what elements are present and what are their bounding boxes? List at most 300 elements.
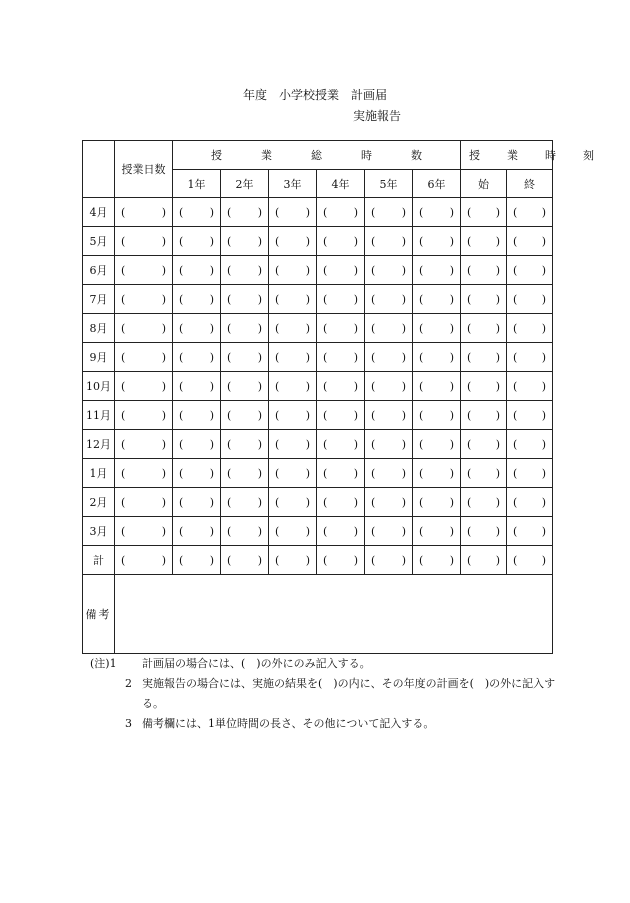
entry-cell[interactable] [365,372,413,401]
entry-cell[interactable] [317,488,365,517]
paren-pair [115,467,172,480]
paren-pair [365,525,412,538]
paren-close: ) [353,292,358,306]
entry-cell[interactable] [413,488,461,517]
paren-close: ) [161,350,166,364]
entry-cell[interactable] [269,401,317,430]
entry-cell[interactable] [365,343,413,372]
paren-close: ) [541,379,546,393]
paren-close: ) [353,466,358,480]
paren-open: ( [371,350,376,364]
paren-pair [269,264,316,277]
entry-cell[interactable] [507,401,553,430]
entry-cell[interactable] [115,343,173,372]
paren-close: ) [257,466,262,480]
paren-open: ( [467,321,472,335]
entry-cell[interactable] [221,256,269,285]
entry-cell[interactable] [317,372,365,401]
paren-close: ) [449,321,454,335]
entry-cell[interactable] [461,459,507,488]
paren-open: ( [227,234,232,248]
paren-open: ( [467,466,472,480]
paren-open: ( [179,466,184,480]
row-label: 6月 [83,256,115,285]
entry-cell[interactable] [221,430,269,459]
entry-cell[interactable] [317,314,365,343]
entry-cell[interactable] [269,488,317,517]
paren-open: ( [419,263,424,277]
table-row [83,314,553,343]
paren-pair [115,380,172,393]
paren-pair [173,264,220,277]
paren-close: ) [495,466,500,480]
paren-pair [115,554,172,567]
entry-cell[interactable] [221,546,269,575]
row-label: 計 [83,546,115,575]
entry-cell[interactable] [115,546,173,575]
paren-pair [461,264,506,277]
entry-cell[interactable] [221,227,269,256]
paren-open: ( [419,379,424,393]
row-label: 1月 [83,459,115,488]
paren-pair [461,554,506,567]
entry-cell[interactable] [221,488,269,517]
paren-close: ) [353,379,358,393]
header-grade-5: 5年 [365,170,413,198]
paren-open: ( [227,553,232,567]
paren-pair [365,554,412,567]
paren-open: ( [275,495,280,509]
paren-open: ( [419,466,424,480]
entry-cell[interactable] [461,372,507,401]
paren-pair [507,496,552,509]
paren-pair [461,496,506,509]
paren-open: ( [121,350,126,364]
entry-cell[interactable] [365,227,413,256]
entry-cell[interactable] [507,314,553,343]
note-number: 2 [125,677,132,690]
paren-open: ( [419,553,424,567]
entry-cell[interactable] [507,546,553,575]
entry-cell[interactable] [507,343,553,372]
paren-open: ( [227,408,232,422]
entry-cell[interactable] [413,227,461,256]
paren-open: ( [371,205,376,219]
paren-close: ) [541,553,546,567]
paren-pair [507,380,552,393]
paren-open: ( [275,234,280,248]
entry-cell[interactable] [317,401,365,430]
entry-cell[interactable] [115,256,173,285]
paren-close: ) [401,466,406,480]
paren-close: ) [209,466,214,480]
entry-cell[interactable] [507,198,553,227]
entry-cell[interactable] [365,256,413,285]
paren-pair [115,525,172,538]
entry-cell[interactable] [115,227,173,256]
entry-cell[interactable] [317,227,365,256]
paren-close: ) [305,292,310,306]
paren-close: ) [305,524,310,538]
paren-close: ) [209,553,214,567]
paren-open: ( [227,437,232,451]
table-row [83,459,553,488]
entry-cell[interactable] [507,488,553,517]
paren-open: ( [513,437,518,451]
paren-open: ( [275,263,280,277]
paren-pair [413,322,460,335]
entry-cell[interactable] [221,372,269,401]
paren-pair [173,351,220,364]
paren-open: ( [323,379,328,393]
paren-open: ( [467,263,472,277]
paren-close: ) [495,205,500,219]
paren-open: ( [513,466,518,480]
entry-cell[interactable] [507,285,553,314]
entry-cell[interactable] [221,198,269,227]
entry-cell[interactable] [365,459,413,488]
paren-pair [221,409,268,422]
entry-cell[interactable] [413,343,461,372]
paren-pair [115,293,172,306]
entry-cell[interactable] [115,198,173,227]
entry-cell[interactable] [317,430,365,459]
paren-open: ( [121,205,126,219]
paren-open: ( [179,553,184,567]
entry-cell[interactable] [115,314,173,343]
schedule-table [82,140,602,654]
paren-close: ) [161,437,166,451]
paren-open: ( [323,350,328,364]
paren-pair [173,554,220,567]
paren-close: ) [257,292,262,306]
paren-close: ) [305,553,310,567]
paren-close: ) [353,408,358,422]
paren-open: ( [467,408,472,422]
entry-cell[interactable] [221,459,269,488]
paren-close: ) [353,205,358,219]
entry-cell[interactable] [317,285,365,314]
entry-cell[interactable] [269,343,317,372]
paren-close: ) [209,321,214,335]
paren-open: ( [323,321,328,335]
paren-open: ( [419,524,424,538]
paren-pair [269,351,316,364]
paren-open: ( [275,408,280,422]
paren-pair [461,467,506,480]
paren-open: ( [323,495,328,509]
paren-open: ( [121,408,126,422]
paren-close: ) [449,292,454,306]
entry-cell[interactable] [461,198,507,227]
header-grade-3: 3年 [269,170,317,198]
entry-cell[interactable] [221,314,269,343]
paren-close: ) [209,524,214,538]
paren-pair [173,467,220,480]
note-number: (注)1 [90,657,117,670]
entry-cell[interactable] [461,256,507,285]
paren-close: ) [353,234,358,248]
entry-cell[interactable] [173,517,221,546]
entry-cell[interactable] [365,517,413,546]
entry-cell[interactable] [413,517,461,546]
entry-cell[interactable] [317,198,365,227]
entry-cell[interactable] [115,430,173,459]
entry-cell[interactable] [173,198,221,227]
entry-cell[interactable] [507,430,553,459]
entry-cell[interactable] [461,285,507,314]
paren-close: ) [209,437,214,451]
entry-cell[interactable] [507,372,553,401]
paren-open: ( [227,292,232,306]
paren-open: ( [275,524,280,538]
paren-pair [461,235,506,248]
paren-pair [317,206,364,219]
paren-pair [269,496,316,509]
entry-cell[interactable] [115,401,173,430]
paren-open: ( [275,292,280,306]
paren-pair [173,496,220,509]
paren-close: ) [449,379,454,393]
entry-cell[interactable] [317,517,365,546]
paren-open: ( [179,292,184,306]
entry-cell[interactable] [115,459,173,488]
table-row [83,430,553,459]
paren-open: ( [227,321,232,335]
paren-close: ) [257,408,262,422]
entry-cell[interactable] [269,198,317,227]
remarks-label: 備考 [83,575,115,654]
paren-open: ( [419,350,424,364]
entry-cell[interactable] [413,459,461,488]
entry-cell[interactable] [413,314,461,343]
paren-open: ( [371,553,376,567]
paren-open: ( [371,292,376,306]
paren-close: ) [305,495,310,509]
entry-cell[interactable] [507,227,553,256]
entry-cell[interactable] [221,343,269,372]
entry-cell[interactable] [115,488,173,517]
paren-pair [365,351,412,364]
entry-cell[interactable] [461,546,507,575]
entry-cell[interactable] [507,256,553,285]
paren-close: ) [257,205,262,219]
paren-close: ) [541,350,546,364]
entry-cell[interactable] [413,198,461,227]
entry-cell[interactable] [461,314,507,343]
paren-pair [507,467,552,480]
entry-cell[interactable] [115,517,173,546]
paren-close: ) [305,379,310,393]
paren-open: ( [419,205,424,219]
entry-cell[interactable] [365,401,413,430]
paren-pair [507,525,552,538]
paren-pair [507,438,552,451]
entry-cell[interactable] [269,517,317,546]
corner-cell [83,141,115,198]
entry-cell[interactable] [413,256,461,285]
paren-close: ) [401,292,406,306]
remarks-cell[interactable] [115,575,553,654]
paren-open: ( [121,263,126,277]
entry-cell[interactable] [461,343,507,372]
note-text: 備考欄には、1単位時間の長さ、その他について記入する。 [142,717,435,730]
paren-open: ( [227,524,232,538]
row-label: 3月 [83,517,115,546]
paren-open: ( [323,263,328,277]
paren-open: ( [419,234,424,248]
entry-cell[interactable] [173,459,221,488]
entry-cell[interactable] [413,430,461,459]
paren-close: ) [495,524,500,538]
paren-pair [413,264,460,277]
entry-cell[interactable] [221,517,269,546]
entry-cell[interactable] [365,488,413,517]
paren-close: ) [401,408,406,422]
paren-pair [221,467,268,480]
paren-close: ) [353,524,358,538]
entry-cell[interactable] [221,401,269,430]
paren-close: ) [161,408,166,422]
note-number: 3 [125,717,132,730]
paren-pair [317,351,364,364]
header-start: 始 [461,170,507,198]
paren-close: ) [161,321,166,335]
entry-cell[interactable] [269,372,317,401]
paren-close: ) [161,263,166,277]
entry-cell[interactable] [365,314,413,343]
paren-pair [461,525,506,538]
entry-cell[interactable] [269,546,317,575]
entry-cell[interactable] [461,227,507,256]
entry-cell[interactable] [173,256,221,285]
entry-cell[interactable] [507,459,553,488]
paren-pair [115,351,172,364]
table-row [83,256,553,285]
entry-cell[interactable] [269,430,317,459]
paren-close: ) [305,321,310,335]
paren-pair [221,293,268,306]
paren-pair [269,467,316,480]
paren-close: ) [449,553,454,567]
entry-cell[interactable] [173,488,221,517]
form-title: 年度 小学校授業 計画届 [243,88,388,102]
paren-pair [365,293,412,306]
entry-cell[interactable] [115,372,173,401]
paren-pair [173,438,220,451]
entry-cell[interactable] [173,343,221,372]
paren-pair [317,438,364,451]
entry-cell[interactable] [173,430,221,459]
paren-pair [365,206,412,219]
entry-cell[interactable] [507,517,553,546]
paren-open: ( [275,350,280,364]
entry-cell[interactable] [461,517,507,546]
paren-close: ) [541,234,546,248]
entry-cell[interactable] [413,285,461,314]
note-item [90,654,560,674]
entry-cell[interactable] [173,401,221,430]
paren-pair [221,525,268,538]
paren-pair [365,264,412,277]
paren-open: ( [419,437,424,451]
entry-cell[interactable] [269,314,317,343]
paren-close: ) [209,263,214,277]
entry-cell[interactable] [173,372,221,401]
paren-close: ) [161,379,166,393]
entry-cell[interactable] [413,546,461,575]
entry-cell[interactable] [461,401,507,430]
table-row [83,488,553,517]
entry-cell[interactable] [317,459,365,488]
entry-cell[interactable] [317,343,365,372]
entry-cell[interactable] [115,285,173,314]
entry-cell[interactable] [173,546,221,575]
paren-close: ) [209,292,214,306]
paren-pair [173,525,220,538]
paren-open: ( [275,466,280,480]
header-days: 授業日数 [115,141,173,198]
paren-close: ) [209,379,214,393]
paren-close: ) [353,495,358,509]
paren-pair [365,380,412,393]
paren-open: ( [121,495,126,509]
entry-cell[interactable] [413,372,461,401]
entry-cell[interactable] [221,285,269,314]
entry-cell[interactable] [317,256,365,285]
entry-cell[interactable] [173,314,221,343]
paren-open: ( [513,379,518,393]
entry-cell[interactable] [173,227,221,256]
paren-close: ) [209,234,214,248]
paren-pair [461,351,506,364]
paren-pair [365,409,412,422]
note-text: 計画届の場合には、( )の外にのみ記入する。 [142,657,371,670]
entry-cell[interactable] [461,488,507,517]
entry-cell[interactable] [269,459,317,488]
paren-open: ( [513,350,518,364]
entry-cell[interactable] [269,285,317,314]
paren-close: ) [449,234,454,248]
entry-cell[interactable] [173,285,221,314]
paren-open: ( [179,495,184,509]
entry-cell[interactable] [365,285,413,314]
notes [90,654,560,734]
paren-open: ( [179,350,184,364]
paren-pair [461,438,506,451]
paren-pair [269,206,316,219]
paren-close: ) [541,524,546,538]
row-label: 9月 [83,343,115,372]
paren-open: ( [419,408,424,422]
entry-cell[interactable] [413,401,461,430]
paren-pair [461,380,506,393]
paren-open: ( [371,408,376,422]
entry-cell[interactable] [317,546,365,575]
entry-cell[interactable] [365,198,413,227]
row-label: 4月 [83,198,115,227]
entry-cell[interactable] [269,227,317,256]
paren-open: ( [121,321,126,335]
table-row [83,198,553,227]
entry-cell[interactable] [365,546,413,575]
table-row [83,372,553,401]
entry-cell[interactable] [365,430,413,459]
paren-pair [507,206,552,219]
paren-close: ) [449,408,454,422]
entry-cell[interactable] [269,256,317,285]
entry-cell[interactable] [461,430,507,459]
